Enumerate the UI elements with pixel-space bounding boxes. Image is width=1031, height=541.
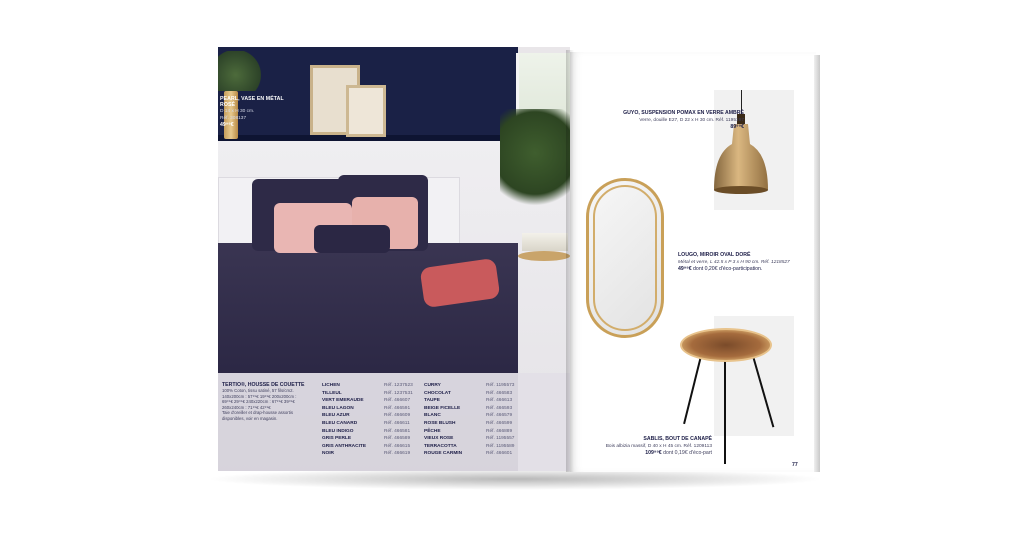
sablis-eco: dont 0,19€ d'éco-part: [663, 450, 712, 456]
page-edge: [814, 55, 820, 472]
oval-mirror-image: [586, 178, 664, 338]
color-ref: Réf. 466619: [384, 451, 411, 457]
lougo-caption: [678, 252, 810, 273]
guyo-desc: Verre, douille E27, D 22 x H 30 cm. Réf. 1195197: [639, 118, 744, 123]
books-image: [522, 233, 568, 251]
color-name: BLEU CANARD: [322, 420, 358, 426]
color-ref: Réf. 466593: [486, 405, 513, 411]
color-name: VERT EMERAUDE: [322, 398, 364, 404]
table-leg: [724, 360, 726, 464]
guyo-title: GUYO, SUSPENSION POMAX EN VERRE AMBRÉ: [623, 110, 744, 116]
color-ref: Réf. 466615: [384, 443, 411, 449]
sablis-price: 109⁹⁹€: [645, 450, 662, 456]
color-name: GRIS ANTHRACITE: [322, 443, 367, 449]
color-name: ROSE BLUSH: [424, 420, 456, 426]
sablis-price-line: [578, 450, 712, 457]
color-ref: Réf. 466607: [384, 398, 411, 404]
color-ref: Réf. 466589: [384, 436, 411, 442]
pearl-caption: [220, 96, 310, 129]
color-ref: Réf. 1237531: [384, 390, 413, 396]
pearl-title-line2: ROSÉ: [220, 102, 236, 108]
color-name: CHOCOLAT: [424, 390, 451, 396]
color-name: TERRACOTTA: [424, 443, 457, 449]
color-ref: Réf. 1195573: [486, 383, 515, 388]
color-name: NOIR: [322, 451, 334, 457]
color-ref: Réf. 466613: [486, 398, 513, 404]
lougo-desc: Métal et verre, L 42.5 x P 3 x H 90 cm. Réf. 1218527: [678, 260, 790, 265]
color-names-col-a: [322, 382, 366, 458]
lougo-price: 49⁹⁹€: [678, 266, 692, 272]
color-ref: Réf. 466591: [384, 405, 411, 411]
color-name: BEIGE FICELLE: [424, 405, 461, 411]
color-name: ROUGE CARMIN: [424, 451, 463, 457]
color-name: LICHEN: [322, 383, 340, 388]
pearl-price: 49⁹⁹€: [220, 122, 234, 128]
sablis-title: SABLIS, BOUT DE CANAPÉ: [643, 436, 712, 442]
color-refs-col-b: [486, 382, 514, 458]
lougo-price-line: [678, 266, 810, 273]
sablis-desc: Bois albizia massif, D 40 x H 45 cm. Réf. 1209113: [605, 444, 712, 449]
color-name: BLEU AZUR: [322, 413, 350, 419]
color-ref: Réf. 466611: [384, 420, 410, 426]
tertio-line: 260x240cm : 71⁹⁹€ 42⁹⁹€: [222, 404, 271, 410]
color-ref: Réf. 466581: [384, 428, 411, 434]
color-name: GRIS PERLE: [322, 436, 352, 442]
color-ref: Réf. 466889: [486, 428, 513, 434]
book-spine: [566, 50, 574, 472]
color-refs-col-a: [384, 382, 413, 458]
color-name: BLEU INDIGO: [322, 428, 354, 434]
color-name: PÊCHE: [424, 428, 441, 434]
lougo-eco: dont 0,20€ d'éco-participation.: [693, 266, 763, 272]
pearl-dims: D 14 x H 30 cm.: [220, 109, 255, 114]
picture-frame-image: [346, 85, 386, 137]
tertio-title: TERTIO®, HOUSSE DE COUETTE: [222, 382, 305, 388]
tertio-line: 140x200cm : 57⁹⁹€ 19⁹⁹€ 200x200cm :: [222, 393, 297, 399]
page-number: 77: [792, 462, 798, 468]
left-page: [218, 47, 570, 471]
pearl-ref: Réf. 308137: [220, 116, 247, 121]
side-table-image: [518, 251, 570, 261]
color-ref: Réf. 466599: [486, 420, 513, 426]
plant-image: [218, 51, 262, 91]
color-ref: Réf. 1195557: [486, 436, 515, 442]
tertio-line: 69⁹⁹€ 29⁹⁹€ 240x220cm : 67⁹⁹€ 39⁹⁹€: [222, 399, 295, 404]
pearl-title: PEARL, VASE EN MÉTAL: [220, 96, 284, 102]
color-ref: Réf. 1237523: [384, 383, 413, 388]
color-names-col-b: [424, 382, 462, 458]
guyo-caption: [598, 110, 744, 131]
sablis-caption: [578, 436, 712, 457]
color-name: BLEU LAGON: [322, 405, 354, 411]
side-table-top-image: [680, 328, 772, 362]
pillow-image: [314, 225, 390, 253]
tertio-line: 100% Coton, tissu satiné, 57 fils/cm2.: [222, 388, 294, 393]
tertio-line: Taie d'oreiller et drap-housse assortis: [222, 410, 294, 415]
tertio-line: disponibles, voir en magasin.: [222, 415, 278, 421]
plant-image: [500, 109, 570, 219]
color-ref: Réf. 466583: [486, 390, 513, 396]
color-name: VIEUX ROSE: [424, 436, 454, 442]
color-name: TILLEUL: [322, 390, 342, 396]
guyo-price: 89⁹⁹€: [730, 124, 744, 130]
color-ref: Réf. 466601: [486, 451, 513, 457]
tertio-caption: [222, 382, 308, 421]
color-ref: Réf. 1195589: [486, 443, 515, 449]
color-ref: Réf. 466609: [384, 413, 411, 419]
color-name: CURRY: [424, 383, 441, 388]
color-name: TAUPE: [424, 398, 440, 404]
mirror-inner-frame: [593, 185, 657, 331]
color-ref: Réf. 466579: [486, 413, 513, 419]
lougo-title: LOUGO, MIROIR OVAL DORÉ: [678, 252, 751, 258]
color-name: BLANC: [424, 413, 441, 419]
